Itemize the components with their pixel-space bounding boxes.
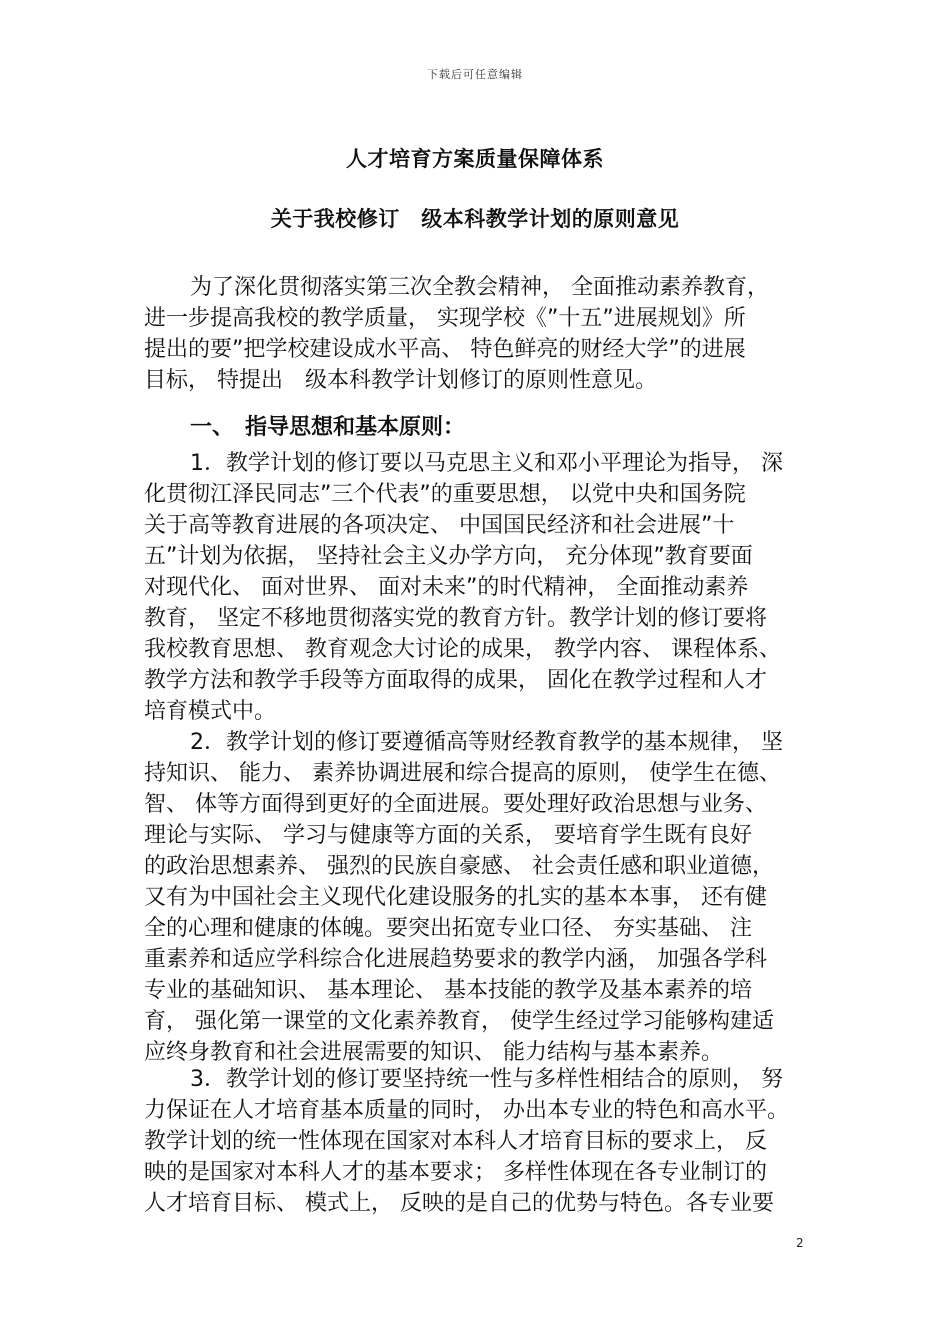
text-line: 人才培育目标、 模式上， 反映的是自己的优势与特色。各专业要 (144, 1191, 774, 1216)
text-line: 育， 强化第一课堂的文化素养教育， 使学生经过学习能够构建适 (144, 1009, 774, 1034)
text-line: 映的是国家对本科人才的基本要求； 多样性体现在各专业制订的 (144, 1160, 767, 1185)
text-line: 培育模式中。 (144, 699, 277, 724)
text-line: 智、 体等方面得到更好的全面进展。要处理好政治思想与业务、 (144, 792, 767, 817)
text-line: 提出的要”把学校建设成水平高、 特色鲜亮的财经大学”的进展 (144, 337, 746, 362)
text-line: 教学计划的统一性体现在国家对本科人才培育目标的要求上， 反 (144, 1129, 767, 1154)
paragraph-3 (144, 1064, 814, 1219)
header-note: 下载后可任意编辑 (427, 68, 523, 81)
text-line: 又有为中国社会主义现代化建设服务的扎实的基本本事， 还有健 (144, 885, 767, 910)
text-line: 全的心理和健康的体魄。要突出拓宽专业口径、 夯实基础、 注 (144, 916, 752, 941)
text-line: 我校教育思想、 教育观念大讨论的成果， 教学内容、 课程体系、 (144, 637, 781, 662)
page-number: 2 (796, 1236, 804, 1250)
text-line: 化贯彻江泽民同志”三个代表”的重要思想， 以党中央和国务院 (144, 482, 746, 507)
text-line: 力保证在人才培育基本质量的同时， 办出本专业的特色和高水平。 (144, 1098, 789, 1123)
text-line: 为了深化贯彻落实第三次全教会精神， 全面推动素养教育， (190, 275, 769, 300)
text-line: 教育， 坚定不移地贯彻落实党的教育方针。教学计划的修订要将 (144, 606, 767, 631)
paragraph-2 (144, 727, 814, 1068)
text-line: 重素养和适应学科综合化进展趋势要求的教学内涵， 加强各学科 (144, 947, 767, 972)
text-line: 应终身教育和社会进展需要的知识、 能力结构与基本素养。 (144, 1040, 723, 1065)
paragraph-1 (144, 448, 814, 727)
text-line: 持知识、 能力、 素养协调进展和综合提高的原则， 使学生在德、 (144, 761, 781, 786)
text-line: 的政治思想素养、 强烈的民族自豪感、 社会责任感和职业道德， (144, 854, 774, 879)
section-heading: 一、 指导思想和基本原则： (190, 415, 466, 440)
text-line: 进一步提高我校的教学质量， 实现学校《”十五”进展规划》所 (144, 306, 746, 331)
intro-paragraph (144, 272, 814, 396)
document-title: 人才培育方案质量保障体系 (346, 147, 604, 171)
text-line: 目标， 特提出 级本科教学计划修订的原则性意见。 (144, 368, 657, 393)
document-subtitle: 关于我校修订 级本科教学计划的原则意见 (270, 207, 680, 231)
text-line: 关于高等教育进展的各项决定、 中国国民经济和社会进展”十 (144, 513, 735, 538)
text-line: 1．教学计划的修订要以马克思主义和邓小平理论为指导， 深 (190, 451, 783, 476)
text-line: 理论与实际、 学习与健康等方面的关系， 要培育学生既有良好 (144, 823, 752, 848)
text-line: 3．教学计划的修订要坚持统一性与多样性相结合的原则， 努 (190, 1067, 783, 1092)
text-line: 专业的基础知识、 基本理论、 基本技能的教学及基本素养的培 (144, 978, 752, 1003)
text-line: 2．教学计划的修订要遵循高等财经教育教学的基本规律， 坚 (190, 730, 783, 755)
text-line: 五”计划为依据， 坚持社会主义办学方向， 充分体现”教育要面 (144, 544, 753, 569)
text-line: 教学方法和教学手段等方面取得的成果， 固化在教学过程和人才 (144, 668, 767, 693)
text-line: 对现代化、 面对世界、 面对未来”的时代精神， 全面推动素养 (144, 575, 749, 600)
